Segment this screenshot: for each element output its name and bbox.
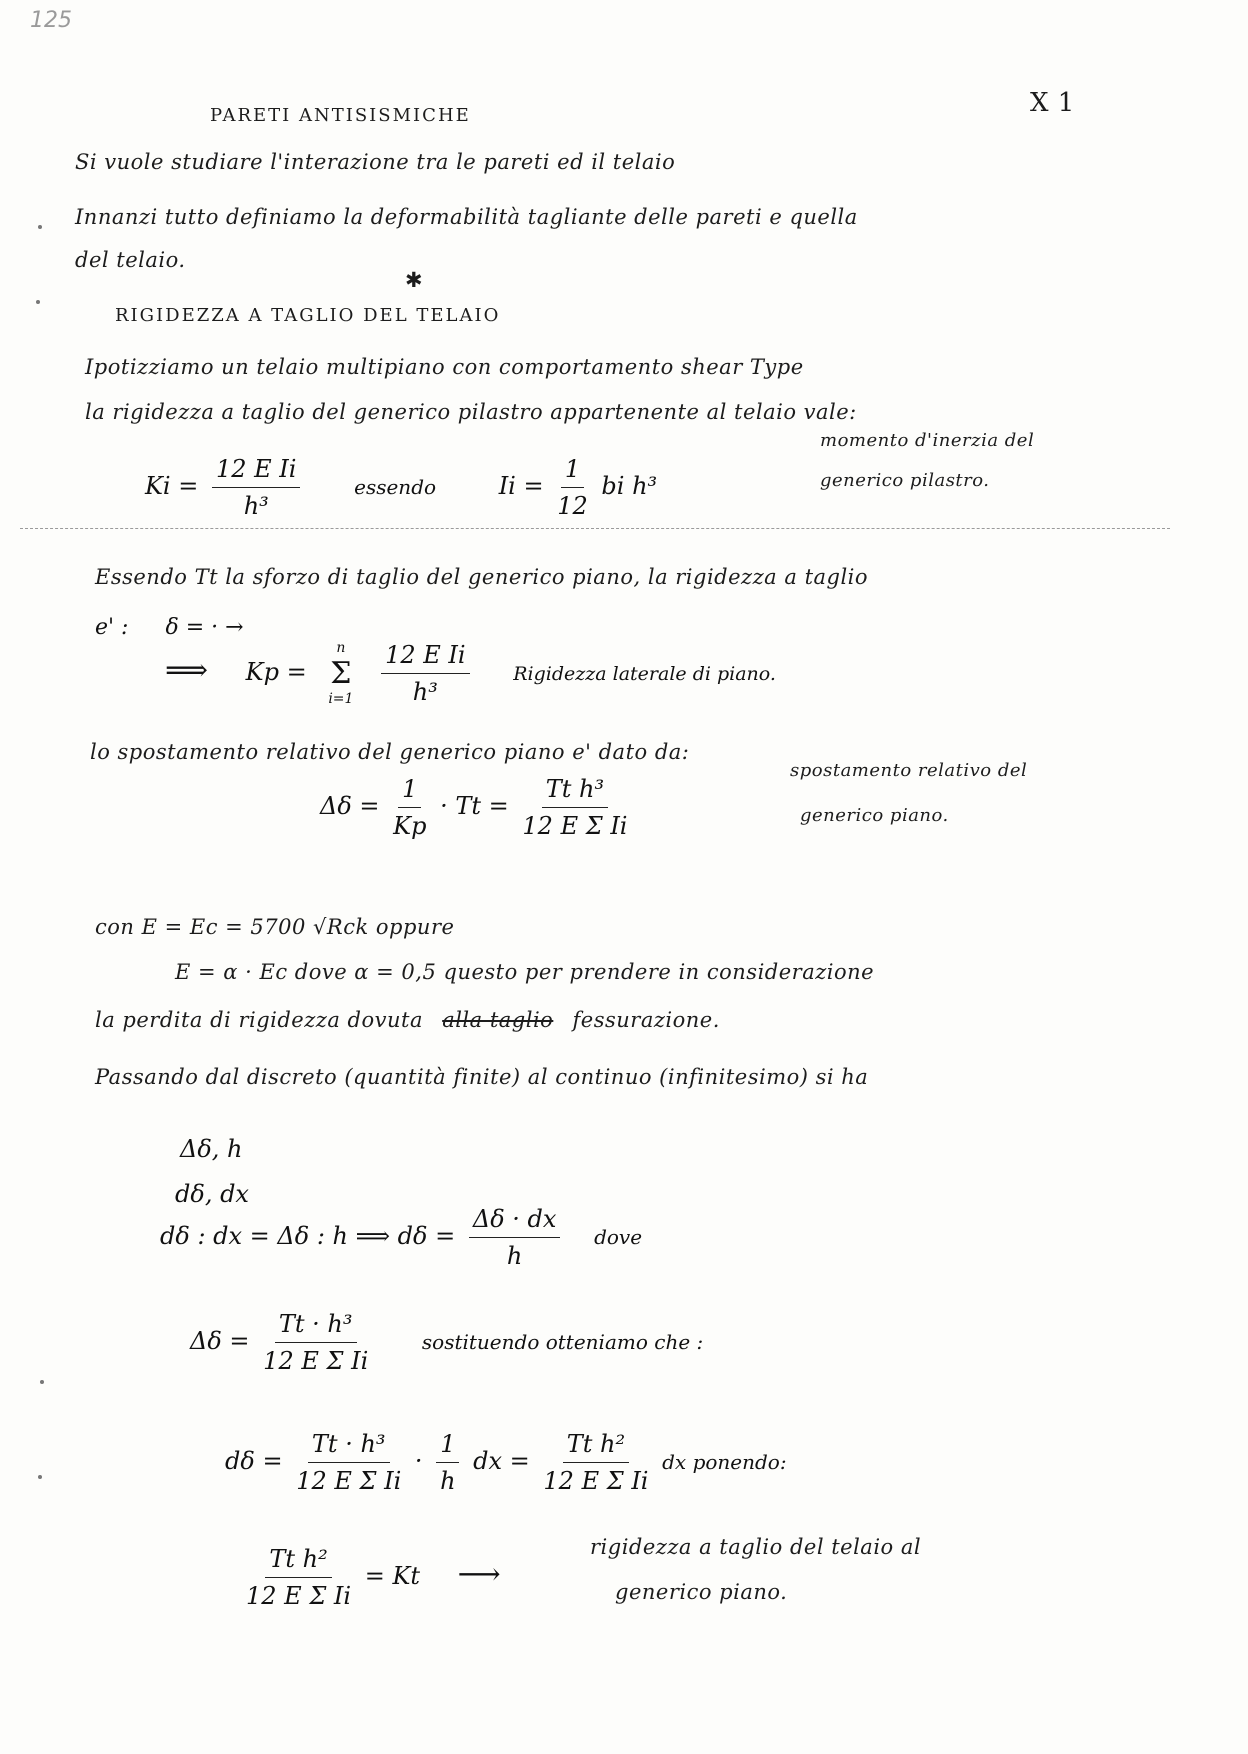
eq-kp-sum-top: n	[336, 640, 346, 656]
para3: lo spostamento relativo del generico piano e' dato da:	[90, 740, 690, 764]
eq-prop-tail: dove	[594, 1225, 643, 1249]
eq-sub-lhs: Δδ =	[190, 1327, 250, 1355]
eq-final-num-2: 1	[436, 1430, 459, 1463]
para1-line-2: la rigidezza a taglio del generico pilastro appartenente al telaio vale:	[85, 400, 857, 424]
eq-final-num: Tt · h³	[308, 1430, 390, 1463]
intro-line-2: Innanzi tutto definiamo la deformabilità tagliante delle pareti e quella	[75, 205, 858, 229]
sheet-marker: X 1	[1030, 88, 1075, 118]
eq-kt	[240, 1545, 501, 1610]
eq-dd-num-2: Tt h³	[542, 775, 608, 808]
para4-line-3	[95, 1008, 720, 1032]
eq-final-fraction-3	[543, 1430, 648, 1495]
eq-final-den: 12 E Σ Ii	[296, 1467, 402, 1495]
eq-dd-mid: · Tt =	[440, 792, 509, 820]
eq-sub-note: sostituendo otteniamo che :	[421, 1330, 704, 1354]
eq-dd-fraction-2	[522, 775, 627, 840]
eq-kp-num: 12 E Ii	[381, 641, 469, 674]
scan-speck	[38, 1475, 42, 1479]
eq-ki-rhs-tail: bi h³	[601, 472, 658, 500]
eq-final-fraction-2	[436, 1430, 459, 1495]
section-heading: RIGIDEZZA A TAGLIO DEL TELAIO	[115, 305, 501, 326]
eq-final	[225, 1430, 787, 1495]
page-title: PARETI ANTISISMICHE	[210, 105, 471, 126]
eq-kt-fraction	[246, 1545, 351, 1610]
eq-dd-lhs: Δδ =	[320, 792, 380, 820]
eq-kp-den: h³	[412, 678, 438, 706]
eq-final-fraction	[296, 1430, 401, 1495]
scan-speck	[38, 225, 42, 229]
page-number: 125	[30, 8, 72, 33]
eq-kp-sum-bottom: i=1	[328, 691, 354, 707]
scan-speck	[36, 300, 40, 304]
eq-kp-note: Rigidezza laterale di piano.	[513, 663, 776, 685]
eq-prop-fraction	[469, 1205, 561, 1270]
eq-kp-sum	[328, 640, 353, 707]
eq-ki-num: 12 E Ii	[212, 455, 300, 488]
para4-line-3-end: fessurazione.	[572, 1008, 720, 1032]
eq-dd	[320, 775, 633, 840]
scan-speck	[40, 1380, 44, 1384]
eq-dd-fraction	[393, 775, 426, 840]
eq-final-tail-2: dx ponendo:	[662, 1450, 787, 1474]
eq-kp-lhs: Kp =	[245, 658, 307, 686]
para2: Essendo Tt la sforzo di taglio del generico piano, la rigidezza a taglio	[95, 565, 869, 589]
eq-kt-num: Tt h²	[265, 1545, 331, 1578]
eq-delta-prefix: e' :	[95, 615, 129, 640]
sigma-icon: Σ	[330, 656, 352, 691]
eq-ki-note-1: momento d'inerzia del	[820, 430, 1035, 451]
eq-prop-num: Δδ · dx	[469, 1205, 561, 1238]
eq-kp-arrow: ⟹	[165, 653, 209, 688]
intro-line-1: Si vuole studiare l'interazione tra le pareti ed il telaio	[75, 150, 676, 174]
eq-kt-rhs: = Kt	[364, 1562, 421, 1590]
eq-ki-word: essendo	[354, 475, 437, 499]
eq-ki-den: h³	[243, 492, 269, 520]
eq-dd-note-2: generico piano.	[800, 805, 949, 826]
eq-ki-rhs-den: 12	[557, 492, 588, 520]
eq-dd-den: Kp	[393, 812, 427, 840]
eq-sub-num: Tt · h³	[275, 1310, 357, 1343]
pair-1: Δδ, h	[180, 1135, 243, 1163]
eq-ki-rhs-fraction	[557, 455, 588, 520]
eq-final-den-3: 12 E Σ Ii	[543, 1467, 649, 1495]
eq-prop-lhs: dδ : dx = Δδ : h ⟹ dδ =	[160, 1222, 456, 1250]
eq-ki-fraction	[212, 455, 300, 520]
eq-prop	[160, 1205, 642, 1270]
para1-line-1: Ipotizziamo un telaio multipiano con comportamento shear Type	[85, 355, 804, 379]
eq-ki-rhs-lhs: Ii =	[498, 472, 544, 500]
eq-ki-note-2: generico pilastro.	[820, 470, 990, 491]
eq-final-num-3: Tt h²	[563, 1430, 629, 1463]
eq-kp	[165, 640, 776, 707]
eq-kt-arrow: ⟶	[457, 1557, 501, 1592]
eq-sub-den: 12 E Σ Ii	[263, 1347, 369, 1375]
asterisk-mark: ✱	[405, 268, 424, 292]
eq-sub-fraction	[263, 1310, 368, 1375]
eq-kt-den: 12 E Σ Ii	[246, 1582, 352, 1610]
eq-kp-fraction	[381, 641, 469, 706]
eq-ki	[145, 455, 657, 520]
para4-line-4: Passando dal discreto (quantità finite) al continuo (infinitesimo) si ha	[95, 1065, 869, 1089]
eq-dd-den-2: 12 E Σ Ii	[522, 812, 628, 840]
eq-delta	[95, 615, 244, 640]
eq-kt-note-1: rigidezza a taglio del telaio al	[590, 1535, 922, 1559]
eq-final-tail: dx =	[473, 1447, 530, 1475]
eq-delta-expr: δ = · →	[165, 615, 244, 640]
intro-line-3: del telaio.	[75, 248, 186, 272]
para4-struck-text: alla taglio	[442, 1008, 554, 1032]
eq-final-den-2: h	[440, 1467, 456, 1495]
eq-kt-note-2: generico piano.	[615, 1580, 788, 1604]
fold-line	[20, 528, 1170, 529]
para4-line-1: con E = Ec = 5700 √Rck oppure	[95, 915, 455, 939]
pair-2: dδ, dx	[175, 1180, 249, 1208]
eq-dd-num: 1	[398, 775, 421, 808]
eq-final-lhs: dδ =	[225, 1447, 283, 1475]
eq-ki-rhs-num: 1	[561, 455, 584, 488]
eq-prop-den: h	[506, 1242, 523, 1270]
eq-dd-note-1: spostamento relativo del	[790, 760, 1028, 781]
para4-line-3-text: la perdita di rigidezza dovuta	[95, 1008, 423, 1032]
eq-final-mid: ·	[414, 1447, 423, 1475]
eq-ki-lhs: Ki =	[145, 472, 199, 500]
eq-sub	[190, 1310, 703, 1375]
para4-line-2: E = α · Ec dove α = 0,5 questo per prendere in considerazione	[175, 960, 875, 984]
